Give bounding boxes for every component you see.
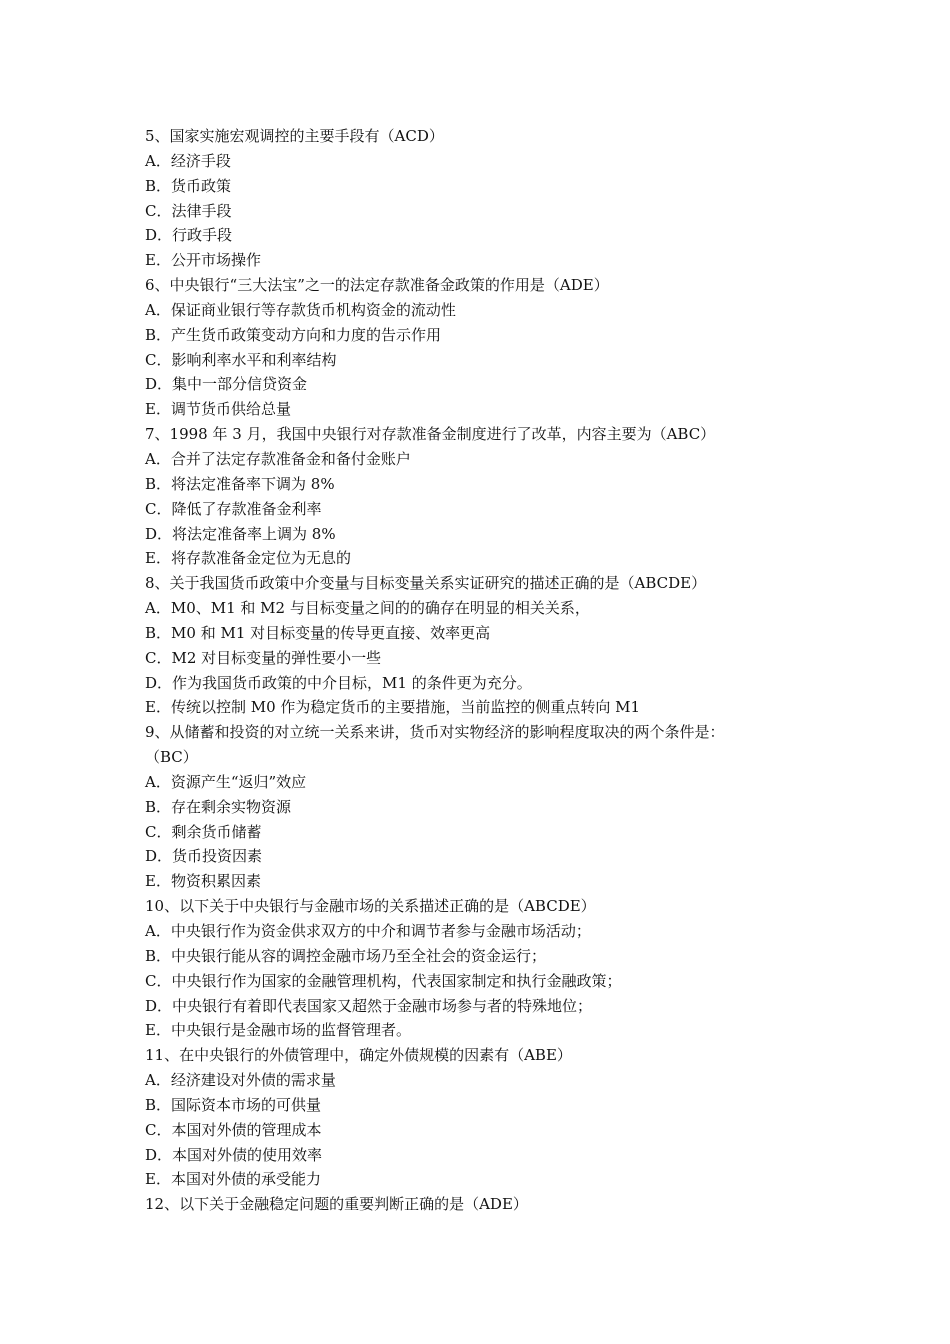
option-line: D．货币投资因素 xyxy=(145,847,263,866)
option-line: E．公开市场操作 xyxy=(145,251,261,270)
option-line: B．中央银行能从容的调控金融市场乃至全社会的资金运行； xyxy=(145,946,547,965)
document-body xyxy=(145,124,825,1217)
option-line: C．影响利率水平和利率结构 xyxy=(145,350,337,369)
option-line: E．中央银行是金融市场的监督管理者。 xyxy=(145,1021,411,1040)
option-line: B．货币政策 xyxy=(145,176,232,195)
question-6: 6、中央银行“三大法宝”之一的法定存款准备金政策的作用是（ADE） xyxy=(145,276,609,295)
option-line: A．保证商业银行等存款货币机构资金的流动性 xyxy=(145,300,456,319)
question-11: 11、在中央银行的外债管理中，确定外债规模的因素有（ABE） xyxy=(145,1046,572,1065)
option-line: D．本国对外债的使用效率 xyxy=(145,1145,323,1164)
option-line: C．本国对外债的管理成本 xyxy=(145,1120,322,1139)
option-line: E．调节货币供给总量 xyxy=(145,400,291,419)
option-line: A．中央银行作为资金供求双方的中介和调节者参与金融市场活动； xyxy=(145,922,591,940)
option-line: A．经济手段 xyxy=(145,151,231,170)
question-8: 8、关于我国货币政策中介变量与目标变量关系实证研究的描述正确的是（ABCDE） xyxy=(145,574,707,593)
option-line: B．M0 和 M1 对目标变量的传导更直接、效率更高 xyxy=(145,623,491,642)
option-line: C．中央银行作为国家的金融管理机构，代表国家制定和执行金融政策； xyxy=(145,971,622,990)
option-line: B．产生货币政策变动方向和力度的告示作用 xyxy=(145,325,442,344)
option-line: A．资源产生“返归”效应 xyxy=(145,772,307,791)
option-line: A．M0、M1 和 M2 与目标变量之间的的确存在明显的相关关系， xyxy=(145,599,590,618)
option-line: E．物资积累因素 xyxy=(145,872,261,891)
option-line: B．国际资本市场的可供量 xyxy=(145,1095,322,1114)
option-line: D．作为我国货币政策的中介目标，M1 的条件更为充分。 xyxy=(145,673,532,692)
question-12: 12、以下关于金融稳定问题的重要判断正确的是（ADE） xyxy=(145,1195,528,1214)
option-line: D．行政手段 xyxy=(145,226,233,245)
option-line: C．法律手段 xyxy=(145,201,232,220)
option-line: E．本国对外债的承受能力 xyxy=(145,1170,321,1189)
question-9-answer: （BC） xyxy=(145,748,198,767)
question-10: 10、以下关于中央银行与金融市场的关系描述正确的是（ABCDE） xyxy=(145,897,596,916)
option-line: D．中央银行有着即代表国家又超然于金融市场参与者的特殊地位； xyxy=(145,996,593,1015)
question-5: 5、国家实施宏观调控的主要手段有（ACD） xyxy=(145,127,444,145)
question-9: 9、从储蓄和投资的对立统一关系来讲，货币对实物经济的影响程度取决的两个条件是： xyxy=(145,723,725,742)
option-line: E．传统以控制 M0 作为稳定货币的主要措施，当前监控的侧重点转向 M1 xyxy=(145,698,641,717)
option-line: E．将存款准备金定位为无息的 xyxy=(145,549,351,568)
option-line: D．集中一部分信贷资金 xyxy=(145,375,308,394)
option-line: B．将法定准备率下调为 8% xyxy=(145,474,335,493)
option-line: C．M2 对目标变量的弹性要小一些 xyxy=(145,648,382,667)
option-line: D．将法定准备率上调为 8% xyxy=(145,524,336,543)
option-line: A．经济建设对外债的需求量 xyxy=(145,1071,336,1090)
option-line: C．降低了存款准备金利率 xyxy=(145,499,322,518)
option-line: A．合并了法定存款准备金和备付金账户 xyxy=(145,449,411,468)
option-line: B．存在剩余实物资源 xyxy=(145,797,292,816)
option-line: C．剩余货币储蓄 xyxy=(145,822,262,841)
question-7: 7、1998 年 3 月，我国中央银行对存款准备金制度进行了改革，内容主要为（ABC） xyxy=(145,425,716,444)
